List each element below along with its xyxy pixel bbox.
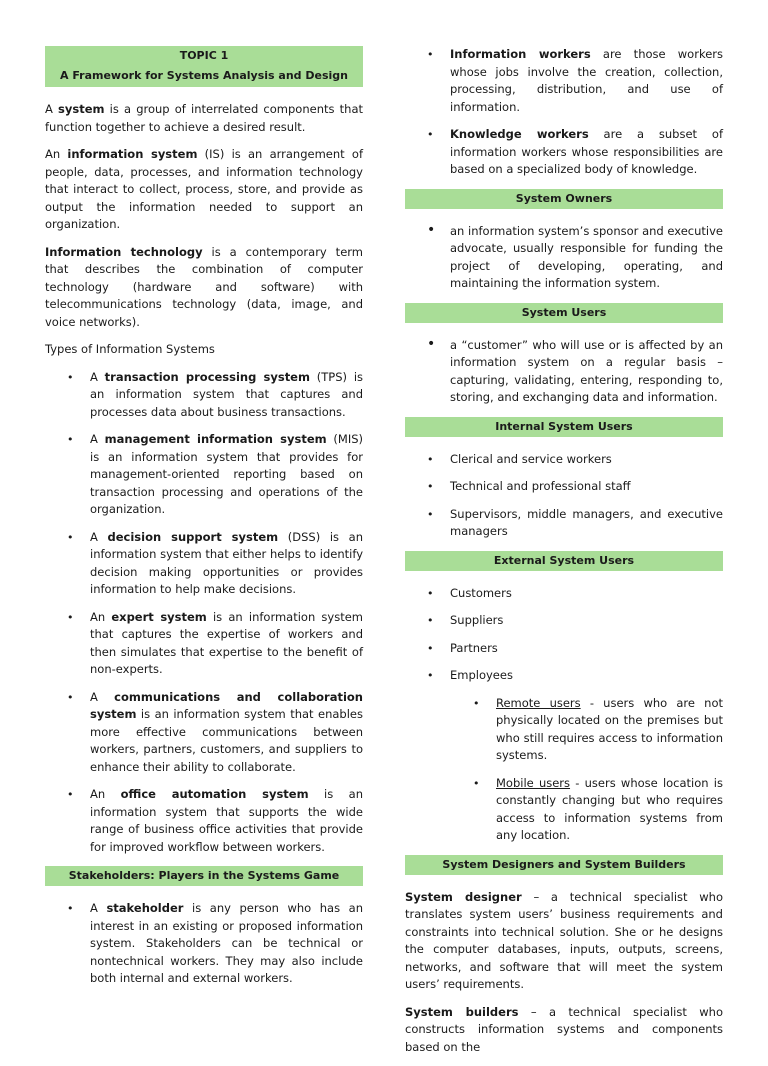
list-item: • Employees bbox=[427, 668, 513, 682]
list-item: • Partners bbox=[427, 640, 498, 655]
list-item: • an information system’s sponsor and executive advocate, usually responsible for funding the project of developing, operating, and maintaining the information system. bbox=[427, 221, 723, 290]
left-column bbox=[45, 46, 363, 998]
list-item: • A communications and collaboration system is an information system that enables more effective communications between workers, partners, customers, and suppliers to enhance their ability to collaborate. bbox=[67, 689, 363, 774]
list-item: • A transaction processing system (TPS) is an information system that captures and processes data about business transactions. bbox=[67, 369, 364, 419]
types-heading: Types of Information Systems bbox=[45, 342, 215, 356]
list-item: • Knowledge workers are a subset of information workers whose responsibilities are based on a specialized body of knowledge. bbox=[427, 127, 723, 176]
system-users-title: System Users bbox=[405, 303, 723, 323]
list-item: • Technical and professional staff bbox=[427, 479, 631, 493]
stakeholders-title: Stakeholders: Players in the Systems Game bbox=[45, 866, 363, 886]
list-item: • Suppliers bbox=[427, 613, 504, 627]
system-owners-title: System Owners bbox=[405, 189, 723, 209]
list-item: • a “customer” who will use or is affected by an information system on a regular basis – capturing, validating, entering, responding to, storing, and exchanging data and information. bbox=[427, 335, 723, 404]
information-technology-definition: Information technology is a contemporary term that describes the combination of computer technology (hardware and software) with telecommunications technology (data, image, and voice networks). bbox=[45, 244, 363, 329]
external-users-list bbox=[405, 585, 723, 845]
list-item: • Clerical and service workers bbox=[427, 451, 612, 466]
information-system-definition: An information system (IS) is an arrangement of people, data, processes, and information technology that interact to collect, process, store, and provide as output the information needed to support an organization. bbox=[45, 147, 363, 231]
external-users-title: External System Users bbox=[405, 551, 723, 571]
system-builders-definition: System builders – a technical specialist who constructs information systems and components based on the bbox=[405, 1004, 723, 1054]
workers-list bbox=[405, 46, 723, 179]
list-item: • A management information system (MIS) is an information system that provides for management-oriented reporting based on transaction processing and operations of the organization. bbox=[67, 432, 363, 516]
list-item: • An office automation system is an information system that supports the wide range of business office activities that provide for improved workflow between workers. bbox=[67, 787, 363, 854]
internal-users-list bbox=[405, 451, 723, 541]
types-list bbox=[45, 369, 363, 857]
list-item: • Supervisors, middle managers, and executive managers bbox=[427, 506, 723, 538]
list-item: • Remote users - users who are not physically located on the premises but who still requires access to information systems. bbox=[473, 695, 723, 762]
owners-list bbox=[405, 223, 723, 293]
right-column bbox=[405, 46, 723, 1066]
system-definition: A system is a group of interrelated components that function together to achieve a desired result. bbox=[45, 102, 363, 134]
stakeholder-list bbox=[45, 900, 363, 988]
list-item: • Customers bbox=[427, 585, 512, 600]
users-list bbox=[405, 337, 723, 407]
framework-title: A Framework for Systems Analysis and Design bbox=[45, 66, 363, 87]
list-item: • An expert system is an information system that captures the expertise of workers and then simulates that expertise to the benefit of non-experts. bbox=[67, 609, 364, 676]
system-designer-definition: System designer – a technical specialist who translates system users’ business requirements and constraints into technical solution. She or he designs the computer databases, inputs, outputs, screens, networks, and software that will meet the system users’ requirements. bbox=[405, 889, 723, 991]
list-item: • A decision support system (DSS) is an information system that either helps to identify decision making opportunities or provides information to help make decisions. bbox=[67, 529, 363, 596]
list-item: • Information workers are those workers whose jobs involve the creation, collection, processing, distribution, and use of information. bbox=[427, 47, 723, 114]
list-item: • Mobile users - users whose location is constantly changing but who requires access to information systems from any location. bbox=[473, 775, 723, 842]
designers-builders-title: System Designers and System Builders bbox=[405, 855, 723, 875]
internal-users-title: Internal System Users bbox=[405, 417, 723, 437]
list-item: • A stakeholder is any person who has an interest in an existing or proposed information system. Stakeholders can be technical or nontechnical workers. They may also include both internal and external workers. bbox=[67, 901, 364, 985]
topic-header: TOPIC 1 bbox=[45, 46, 363, 66]
